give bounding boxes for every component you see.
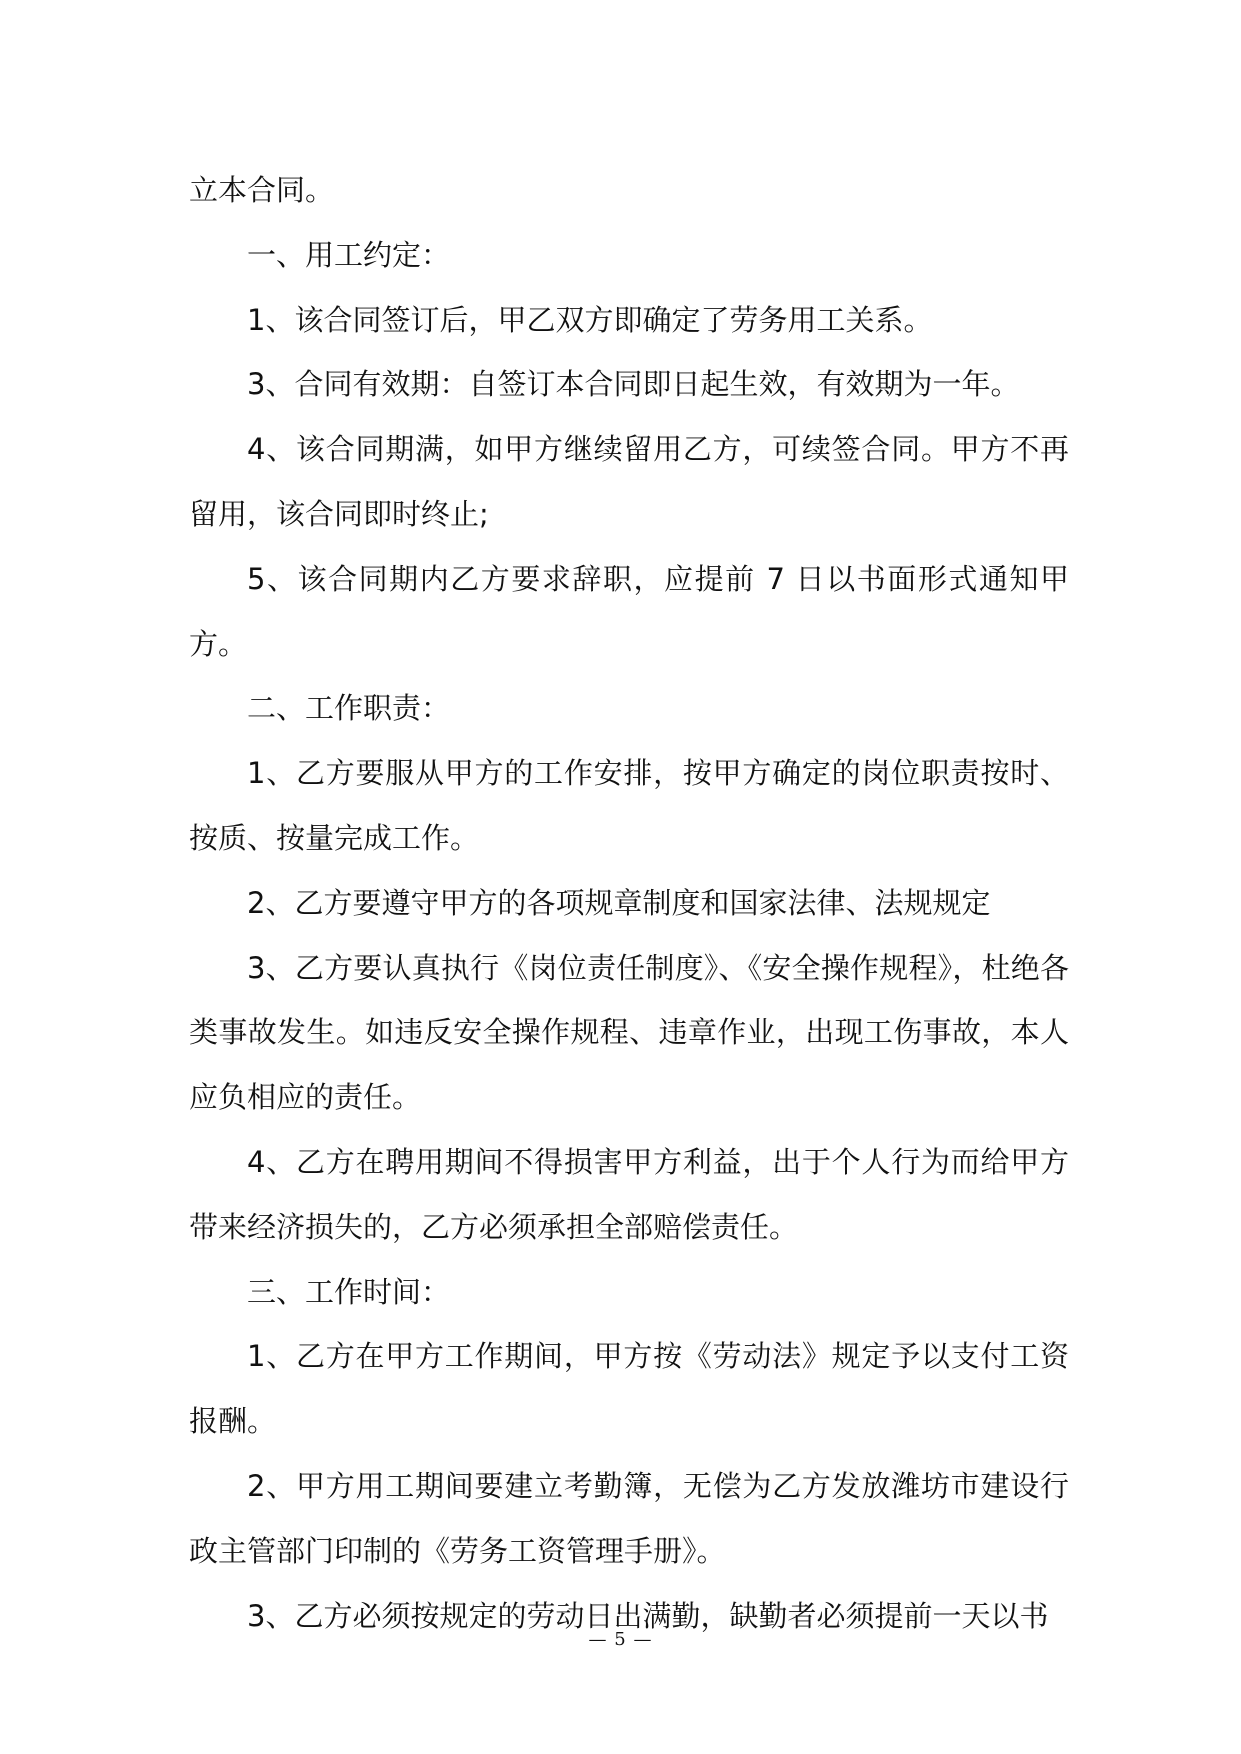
paragraph-6: 1、乙方要服从甲方的工作安排，按甲方确定的岗位职责按时、按质、按量完成工作。 — [189, 756, 1069, 855]
section-heading-working-time: 三、工作时间： — [247, 1274, 451, 1309]
paragraph-11: 2、甲方用工期间要建立考勤簿，无偿为乙方发放潍坊市建设行政主管部门印制的《劳务工资管理手册》。 — [189, 1468, 1069, 1568]
paragraph-12: 3、乙方必须按规定的劳动日出满勤，缺勤者必须提前一天以书 — [247, 1598, 1049, 1633]
document-body — [189, 158, 1069, 1648]
paragraph-9: 4、乙方在聘用期间不得损害甲方利益，出于个人行为而给甲方带来经济损失的，乙方必须承担全部赔偿责任。 — [189, 1144, 1069, 1244]
paragraph-5: 5、该合同期内乙方要求辞职，应提前 7 日以书面形式通知甲方。 — [189, 561, 1069, 661]
section-heading-employment: 一、用工约定： — [247, 237, 451, 272]
paragraph-7: 2、乙方要遵守甲方的各项规章制度和国家法律、法规规定 — [247, 885, 991, 920]
paragraph-2: 1、该合同签订后，甲乙双方即确定了劳务用工关系。 — [247, 302, 933, 337]
paragraph-8: 3、乙方要认真执行《岗位责任制度》、《安全操作规程》，杜绝各类事故发生。如违反安全操作规程、违章作业，出现工伤事故，本人应负相应的责任。 — [189, 950, 1069, 1115]
paragraph-10: 1、乙方在甲方工作期间，甲方按《劳动法》规定予以支付工资报酬。 — [189, 1339, 1069, 1439]
paragraph-1: 立本合同。 — [189, 173, 335, 207]
page-number: — 5 — — [588, 1629, 653, 1650]
paragraph-3: 3、合同有效期：自签订本合同即日起生效，有效期为一年。 — [247, 367, 1020, 402]
section-heading-duties: 二、工作职责： — [247, 691, 451, 726]
paragraph-4: 4、该合同期满，如甲方继续留用乙方，可续签合同。甲方不再留用，该合同即时终止; — [189, 432, 1069, 531]
